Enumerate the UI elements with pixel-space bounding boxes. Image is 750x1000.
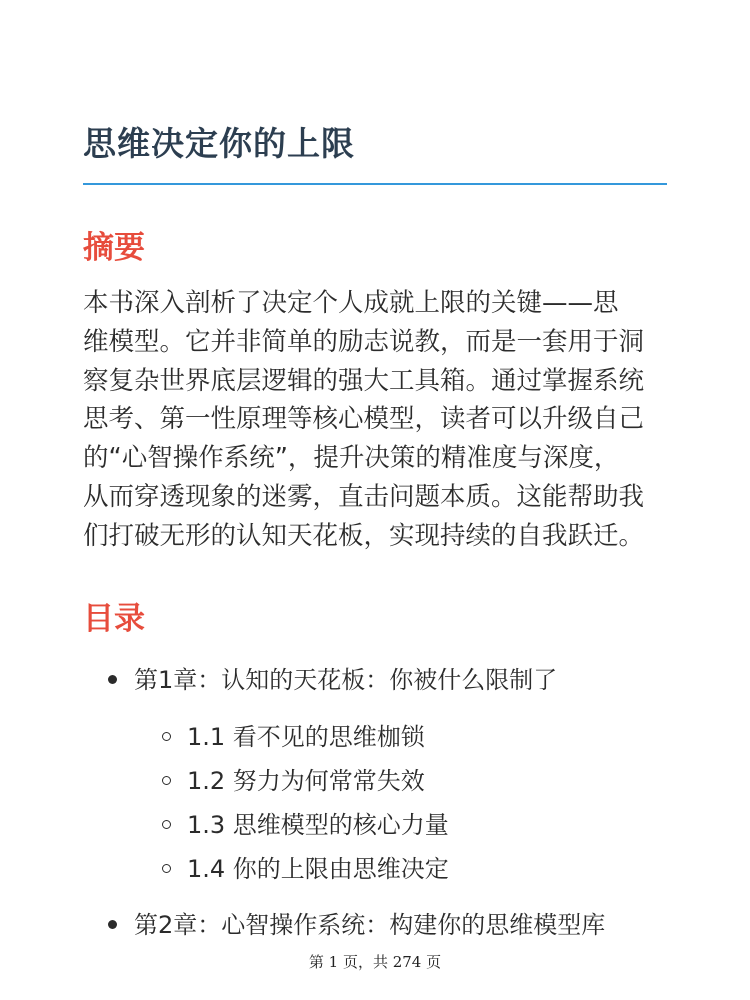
circle-bullet-icon — [162, 864, 171, 873]
circle-bullet-icon — [162, 776, 171, 785]
circle-bullet-icon — [162, 732, 171, 741]
toc-section-1-2[interactable] — [162, 761, 425, 796]
circle-bullet-icon — [162, 820, 171, 829]
toc-chapter-label: 第2章：心智操作系统：构建你的思维模型库 — [134, 911, 606, 939]
toc-section-1-4[interactable] — [162, 849, 449, 884]
toc-section-label: 1.1 看不见的思维枷锁 — [187, 723, 425, 751]
summary-heading: 摘要 — [83, 230, 145, 266]
title-divider — [83, 183, 667, 185]
summary-line: 思考、第一性原理等核心模型，读者可以升级自己 — [83, 404, 645, 435]
toc-chapter-1[interactable] — [108, 660, 557, 695]
summary-line: 们打破无形的认知天花板，实现持续的自我跃迁。 — [83, 520, 645, 551]
summary-paragraph — [83, 284, 673, 556]
toc-chapter-label: 第1章：认知的天花板：你被什么限制了 — [134, 666, 558, 694]
page-number-footer: 第 1 页，共 274 页 — [308, 953, 442, 971]
toc-section-label: 1.2 努力为何常常失效 — [187, 767, 425, 795]
toc-heading: 目录 — [83, 601, 145, 637]
toc-section-1-1[interactable] — [162, 717, 425, 752]
summary-line: 察复杂世界底层逻辑的强大工具箱。通过掌握系统 — [83, 365, 645, 396]
summary-line: 维模型。它并非简单的励志说教，而是一套用于洞 — [83, 326, 645, 357]
toc-section-label: 1.3 思维模型的核心力量 — [187, 811, 449, 839]
summary-line: 本书深入剖析了决定个人成就上限的关键——思 — [83, 288, 619, 318]
bullet-icon — [108, 920, 117, 929]
summary-line: 的“心智操作系统”，提升决策的精准度与深度， — [83, 443, 620, 474]
summary-line: 从而穿透现象的迷雾，直击问题本质。这能帮助我 — [83, 481, 645, 512]
toc-section-label: 1.4 你的上限由思维决定 — [187, 855, 449, 883]
toc-section-1-3[interactable] — [162, 805, 449, 840]
page-title: 思维决定你的上限 — [83, 124, 355, 163]
bullet-icon — [108, 675, 117, 684]
toc-chapter-2[interactable] — [108, 905, 605, 940]
